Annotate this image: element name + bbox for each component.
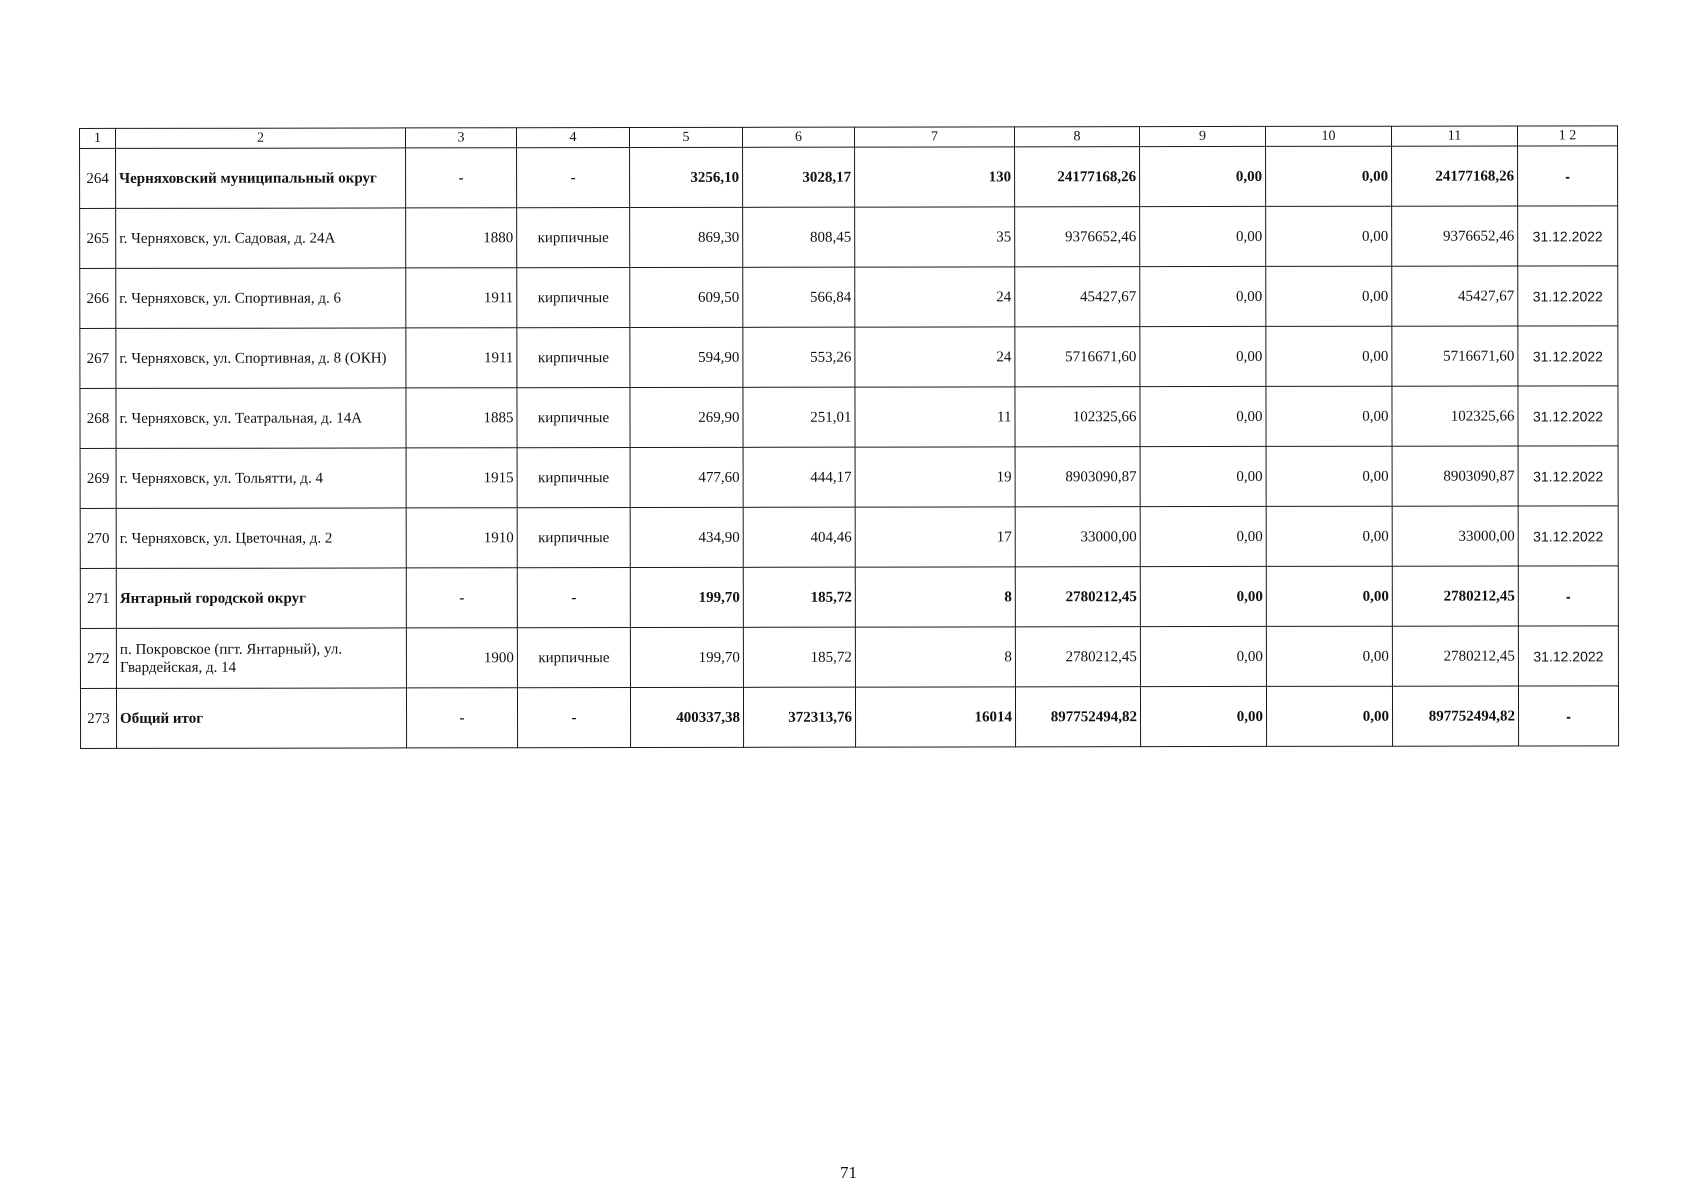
row-number: 268 xyxy=(80,388,116,448)
value-cell: 2780212,45 xyxy=(1392,626,1518,686)
column-number: 2 xyxy=(116,128,406,149)
year-cell: - xyxy=(406,148,517,208)
date-cell: 31.12.2022 xyxy=(1518,206,1618,266)
row-number: 273 xyxy=(80,688,116,748)
row-number: 272 xyxy=(80,628,116,688)
value-cell: 11 xyxy=(855,387,1015,447)
column-number: 5 xyxy=(630,127,743,147)
value-cell: 0,00 xyxy=(1266,506,1392,566)
value-cell: 477,60 xyxy=(630,447,743,507)
column-number: 4 xyxy=(517,128,630,148)
date-cell: 31.12.2022 xyxy=(1518,326,1618,386)
value-cell: 0,00 xyxy=(1266,146,1392,206)
material-cell: - xyxy=(517,688,630,748)
value-cell: 400337,38 xyxy=(630,687,743,747)
value-cell: 0,00 xyxy=(1266,326,1392,386)
value-cell: 594,90 xyxy=(630,327,743,387)
value-cell: 2780212,45 xyxy=(1015,627,1140,687)
value-cell: 897752494,82 xyxy=(1392,686,1518,746)
value-cell: 0,00 xyxy=(1140,386,1266,446)
table-row xyxy=(80,326,1618,389)
date-cell: 31.12.2022 xyxy=(1518,266,1618,326)
row-number: 269 xyxy=(80,448,116,508)
value-cell: 8903090,87 xyxy=(1392,446,1518,506)
value-cell: 0,00 xyxy=(1266,566,1392,626)
value-cell: 0,00 xyxy=(1266,446,1392,506)
value-cell: 0,00 xyxy=(1266,686,1392,746)
value-cell: 0,00 xyxy=(1266,266,1392,326)
value-cell: 8 xyxy=(855,567,1015,627)
value-cell: 251,01 xyxy=(743,387,855,447)
value-cell: 0,00 xyxy=(1266,626,1392,686)
material-cell: кирпичные xyxy=(517,628,630,688)
year-cell: 1910 xyxy=(406,508,517,568)
year-cell: 1900 xyxy=(406,628,517,688)
table-row xyxy=(80,446,1618,509)
table-row xyxy=(80,686,1618,749)
material-cell: - xyxy=(517,148,630,208)
table-row xyxy=(80,206,1618,269)
date-cell: - xyxy=(1518,146,1618,206)
housing-table xyxy=(79,125,1619,749)
column-number: 10 xyxy=(1265,126,1391,146)
address-cell: Общий итог xyxy=(116,688,406,749)
table-row xyxy=(80,266,1618,329)
value-cell: 869,30 xyxy=(630,207,743,267)
row-number: 265 xyxy=(80,208,116,268)
table-row xyxy=(80,146,1618,209)
year-cell: 1915 xyxy=(406,448,517,508)
year-cell: 1885 xyxy=(406,388,517,448)
date-cell: 31.12.2022 xyxy=(1518,626,1618,686)
value-cell: 444,17 xyxy=(743,447,855,507)
value-cell: 102325,66 xyxy=(1392,386,1518,446)
value-cell: 45427,67 xyxy=(1015,267,1140,327)
value-cell: 19 xyxy=(855,447,1015,507)
year-cell: - xyxy=(406,568,517,628)
address-cell: г. Черняховск, ул. Тольятти, д. 4 xyxy=(116,448,406,509)
year-cell: 1911 xyxy=(406,268,517,328)
value-cell: 0,00 xyxy=(1140,206,1266,266)
value-cell: 199,70 xyxy=(630,627,743,687)
row-number: 271 xyxy=(80,568,116,628)
value-cell: 2780212,45 xyxy=(1392,566,1518,626)
value-cell: 16014 xyxy=(855,687,1015,747)
value-cell: 0,00 xyxy=(1140,686,1266,746)
material-cell: кирпичные xyxy=(517,508,630,568)
column-number: 3 xyxy=(406,128,517,148)
value-cell: 3256,10 xyxy=(630,147,743,207)
page-number: 71 xyxy=(840,1163,857,1182)
value-cell: 24 xyxy=(855,327,1015,387)
value-cell: 8903090,87 xyxy=(1015,447,1140,507)
value-cell: 0,00 xyxy=(1140,506,1266,566)
value-cell: 33000,00 xyxy=(1015,507,1140,567)
address-cell: г. Черняховск, ул. Спортивная, д. 6 xyxy=(116,268,406,329)
column-number: 8 xyxy=(1014,127,1139,147)
value-cell: 897752494,82 xyxy=(1015,687,1140,747)
column-number: 7 xyxy=(854,127,1014,147)
date-cell: - xyxy=(1518,566,1618,626)
value-cell: 8 xyxy=(855,627,1015,687)
value-cell: 0,00 xyxy=(1266,206,1392,266)
value-cell: 2780212,45 xyxy=(1015,567,1140,627)
value-cell: 9376652,46 xyxy=(1392,206,1518,266)
value-cell: 808,45 xyxy=(743,207,855,267)
table-row xyxy=(80,626,1618,689)
row-number: 266 xyxy=(80,268,116,328)
table-row xyxy=(80,506,1618,569)
value-cell: 35 xyxy=(855,207,1015,267)
value-cell: 3028,17 xyxy=(743,147,855,207)
date-cell: 31.12.2022 xyxy=(1518,446,1618,506)
year-cell: 1880 xyxy=(406,208,517,268)
material-cell: - xyxy=(517,568,630,628)
column-number-row xyxy=(80,126,1618,149)
address-cell: г. Черняховск, ул. Цветочная, д. 2 xyxy=(116,508,406,569)
value-cell: 5716671,60 xyxy=(1015,327,1140,387)
address-cell: г. Черняховск, ул. Театральная, д. 14А xyxy=(116,388,406,449)
value-cell: 185,72 xyxy=(743,627,855,687)
date-cell: 31.12.2022 xyxy=(1518,506,1618,566)
value-cell: 33000,00 xyxy=(1392,506,1518,566)
row-number: 270 xyxy=(80,508,116,568)
column-number: 6 xyxy=(742,127,854,147)
value-cell: 24 xyxy=(855,267,1015,327)
address-cell: г. Черняховск, ул. Спортивная, д. 8 (ОКН) xyxy=(116,328,406,389)
value-cell: 372313,76 xyxy=(743,687,855,747)
value-cell: 0,00 xyxy=(1140,266,1266,326)
value-cell: 0,00 xyxy=(1140,626,1266,686)
material-cell: кирпичные xyxy=(517,388,630,448)
year-cell: - xyxy=(406,688,517,748)
value-cell: 553,26 xyxy=(743,327,855,387)
address-cell: г. Черняховск, ул. Садовая, д. 24А xyxy=(116,208,406,269)
value-cell: 24177168,26 xyxy=(1392,146,1518,206)
value-cell: 9376652,46 xyxy=(1015,207,1140,267)
column-number: 1 2 xyxy=(1517,126,1617,146)
year-cell: 1911 xyxy=(406,328,517,388)
material-cell: кирпичные xyxy=(517,328,630,388)
value-cell: 199,70 xyxy=(630,567,743,627)
column-number: 9 xyxy=(1139,126,1265,146)
value-cell: 185,72 xyxy=(743,567,855,627)
value-cell: 0,00 xyxy=(1140,566,1266,626)
date-cell: - xyxy=(1518,686,1618,746)
value-cell: 45427,67 xyxy=(1392,266,1518,326)
value-cell: 434,90 xyxy=(630,507,743,567)
value-cell: 0,00 xyxy=(1140,326,1266,386)
value-cell: 102325,66 xyxy=(1015,387,1140,447)
material-cell: кирпичные xyxy=(517,268,630,328)
date-cell: 31.12.2022 xyxy=(1518,386,1618,446)
value-cell: 5716671,60 xyxy=(1392,326,1518,386)
value-cell: 0,00 xyxy=(1266,386,1392,446)
material-cell: кирпичные xyxy=(517,208,630,268)
table-row xyxy=(80,386,1618,449)
value-cell: 0,00 xyxy=(1140,446,1266,506)
material-cell: кирпичные xyxy=(517,448,630,508)
address-cell: Черняховский муниципальный округ xyxy=(116,148,406,209)
table-row xyxy=(80,566,1618,629)
value-cell: 269,90 xyxy=(630,387,743,447)
row-number: 267 xyxy=(80,328,116,388)
value-cell: 609,50 xyxy=(630,267,743,327)
value-cell: 17 xyxy=(855,507,1015,567)
column-number: 11 xyxy=(1391,126,1517,146)
value-cell: 404,46 xyxy=(743,507,855,567)
value-cell: 566,84 xyxy=(743,267,855,327)
address-cell: Янтарный городской округ xyxy=(116,568,406,629)
address-cell: п. Покровское (пгт. Янтарный), ул. Гвардейская, д. 14 xyxy=(116,628,406,689)
value-cell: 24177168,26 xyxy=(1015,147,1140,207)
value-cell: 0,00 xyxy=(1140,146,1266,206)
value-cell: 130 xyxy=(855,147,1015,207)
column-number: 1 xyxy=(80,128,116,148)
row-number: 264 xyxy=(80,148,116,208)
